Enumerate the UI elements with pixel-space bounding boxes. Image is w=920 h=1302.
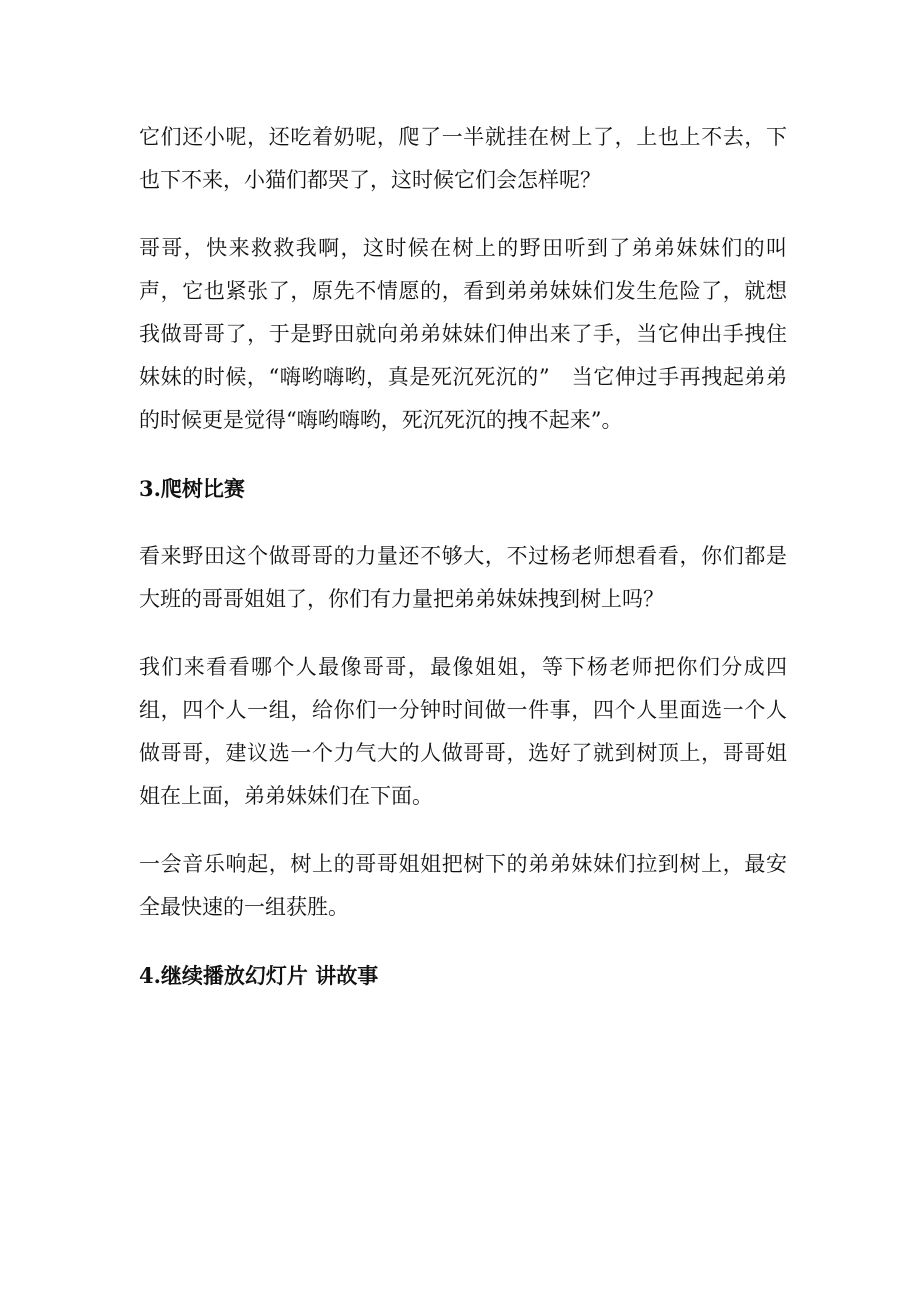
paragraph-group-instructions: 我们来看看哪个人最像哥哥，最像姐姐，等下杨老师把你们分成四组，四个人一组，给你们一分钟时间做一件事，四个人里面选一个人做哥哥，建议选一个力气大的人做哥哥，选好了就到树顶上，哥哥姐姐在上面，弟弟妹妹们在下面。 (139, 655, 787, 808)
section-heading-slideshow-story: 4.继续播放幻灯片 讲故事 (139, 963, 379, 988)
paragraph-challenge-question: 看来野田这个做哥哥的力量还不够大，不过杨老师想看看，你们都是大班的哥哥姐姐了，你们有力量把弟弟妹妹拽到树上吗？ (139, 544, 787, 611)
document-body (139, 116, 787, 1022)
paragraph-kittens-stuck: 它们还小呢，还吃着奶呢，爬了一半就挂在树上了，上也上不去，下也下不来，小猫们都哭了，这时候它们会怎样呢？ (139, 125, 787, 192)
section-heading-climbing-contest: 3.爬树比赛 (139, 476, 245, 501)
paragraph-winning-rule: 一会音乐响起，树上的哥哥姐姐把树下的弟弟妹妹们拉到树上，最安全最快速的一组获胜。 (139, 852, 787, 919)
paragraph-brother-rescue: 哥哥，快来救救我啊，这时候在树上的野田听到了弟弟妹妹们的叫声，它也紧张了，原先不情愿的，看到弟弟妹妹们发生危险了，就想我做哥哥了，于是野田就向弟弟妹妹们伸出来了手，当它伸出手拽住妹妹的时候，“嗨哟嗨哟，真是死沉死沉的” 当它伸过手再拽起弟弟的时候更是觉得“嗨哟嗨哟，死沉死沉的拽不起来”。 (139, 236, 787, 432)
